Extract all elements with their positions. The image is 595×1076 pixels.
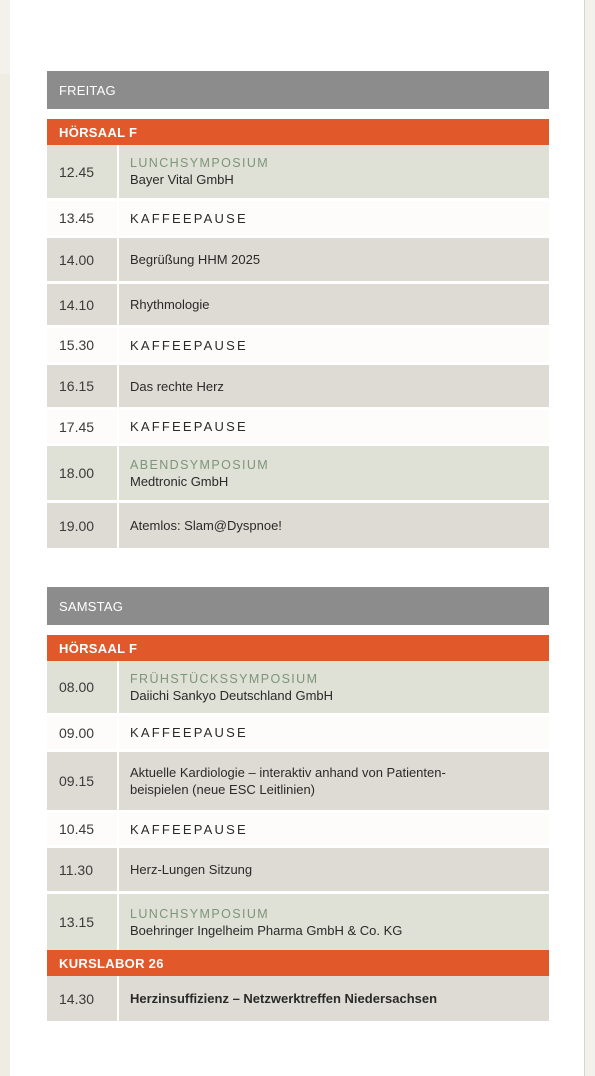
- row-content: [119, 328, 549, 362]
- break-label: KAFFEEPAUSE: [130, 821, 248, 837]
- row-time: 14.30: [47, 976, 119, 1021]
- session-title: Aktuelle Kardiologie – interaktiv anhand von Patienten-: [130, 765, 446, 780]
- room-header-hoersaal-f: HÖRSAAL F: [47, 119, 549, 145]
- break-label: KAFFEEPAUSE: [130, 725, 248, 740]
- schedule-row: [47, 238, 549, 284]
- schedule-row: [47, 752, 549, 813]
- row-time: 10.45: [47, 813, 119, 845]
- schedule-row: [47, 365, 549, 410]
- sponsor-name: Boehringer Ingelheim Pharma GmbH & Co. KG: [130, 922, 403, 938]
- row-time: 17.45: [47, 410, 119, 443]
- row-time: 14.10: [47, 284, 119, 325]
- schedule-row: [47, 284, 549, 328]
- session-title: Herzinsuffizienz – Netzwerktreffen Niedersachsen: [130, 991, 438, 1006]
- row-time: 08.00: [47, 661, 119, 713]
- schedule-row: [47, 813, 549, 848]
- right-page-edge: [584, 0, 595, 1076]
- row-time: 13.15: [47, 894, 119, 950]
- row-time: 13.45: [47, 201, 119, 235]
- row-content: [119, 716, 549, 749]
- schedule-row: [47, 145, 549, 201]
- row-time: 14.00: [47, 238, 119, 281]
- session-title: Atemlos: Slam@Dyspnoe!: [130, 518, 282, 533]
- schedule-row: [47, 894, 549, 950]
- row-content: [119, 894, 549, 950]
- row-content: [119, 976, 549, 1021]
- symposium-label: FRÜHSTÜCKSSYMPOSIUM: [130, 671, 319, 686]
- day-header-friday: FREITAG: [47, 71, 549, 109]
- symposium-label: ABENDSYMPOSIUM: [130, 457, 270, 472]
- schedule-row: [47, 446, 549, 503]
- row-content: [119, 813, 549, 845]
- break-label: KAFFEEPAUSE: [130, 210, 248, 226]
- sponsor-name: Daiichi Sankyo Deutschland GmbH: [130, 687, 334, 703]
- row-content: [119, 201, 549, 235]
- room-header-kurslabor-26: KURSLABOR 26: [47, 950, 549, 976]
- program-page: [10, 0, 584, 1076]
- sponsor-name: Medtronic GmbH: [130, 473, 229, 489]
- row-content: [119, 238, 549, 281]
- row-time: 12.45: [47, 145, 119, 198]
- row-time: 19.00: [47, 503, 119, 548]
- row-time: 09.15: [47, 752, 119, 810]
- row-time: 16.15: [47, 365, 119, 407]
- schedule-row: [47, 503, 549, 548]
- schedule-row: [47, 848, 549, 894]
- row-content: [119, 284, 549, 325]
- schedule-row: [47, 201, 549, 238]
- row-time: 15.30: [47, 328, 119, 362]
- friday-schedule: [47, 71, 549, 548]
- break-label: KAFFEEPAUSE: [130, 419, 248, 434]
- row-time: 18.00: [47, 446, 119, 500]
- schedule-row: [47, 410, 549, 446]
- session-title: Rhythmologie: [130, 297, 210, 312]
- schedule-row: [47, 976, 549, 1021]
- row-time: 09.00: [47, 716, 119, 749]
- day-header-saturday: SAMSTAG: [47, 587, 549, 625]
- symposium-label: LUNCHSYMPOSIUM: [130, 156, 270, 170]
- schedule-row: [47, 661, 549, 716]
- row-content: [119, 145, 549, 198]
- session-title: Herz-Lungen Sitzung: [130, 862, 253, 877]
- saturday-schedule: [47, 587, 549, 1021]
- row-time: 11.30: [47, 848, 119, 891]
- schedule-row: [47, 716, 549, 752]
- row-content: [119, 752, 549, 810]
- row-content: [119, 848, 549, 891]
- row-content: [119, 410, 549, 443]
- schedule-row: [47, 328, 549, 365]
- break-label: KAFFEEPAUSE: [130, 337, 248, 353]
- session-title: Begrüßung HHM 2025: [130, 252, 261, 267]
- sponsor-name: Bayer Vital GmbH: [130, 172, 234, 187]
- session-title-line2: beispielen (neue ESC Leitlinien): [130, 782, 316, 797]
- session-title: Das rechte Herz: [130, 378, 224, 394]
- room-header-hoersaal-f: HÖRSAAL F: [47, 635, 549, 661]
- row-content: [119, 661, 549, 713]
- row-content: [119, 503, 549, 548]
- row-content: [119, 365, 549, 407]
- symposium-label: LUNCHSYMPOSIUM: [130, 906, 270, 921]
- row-content: [119, 446, 549, 500]
